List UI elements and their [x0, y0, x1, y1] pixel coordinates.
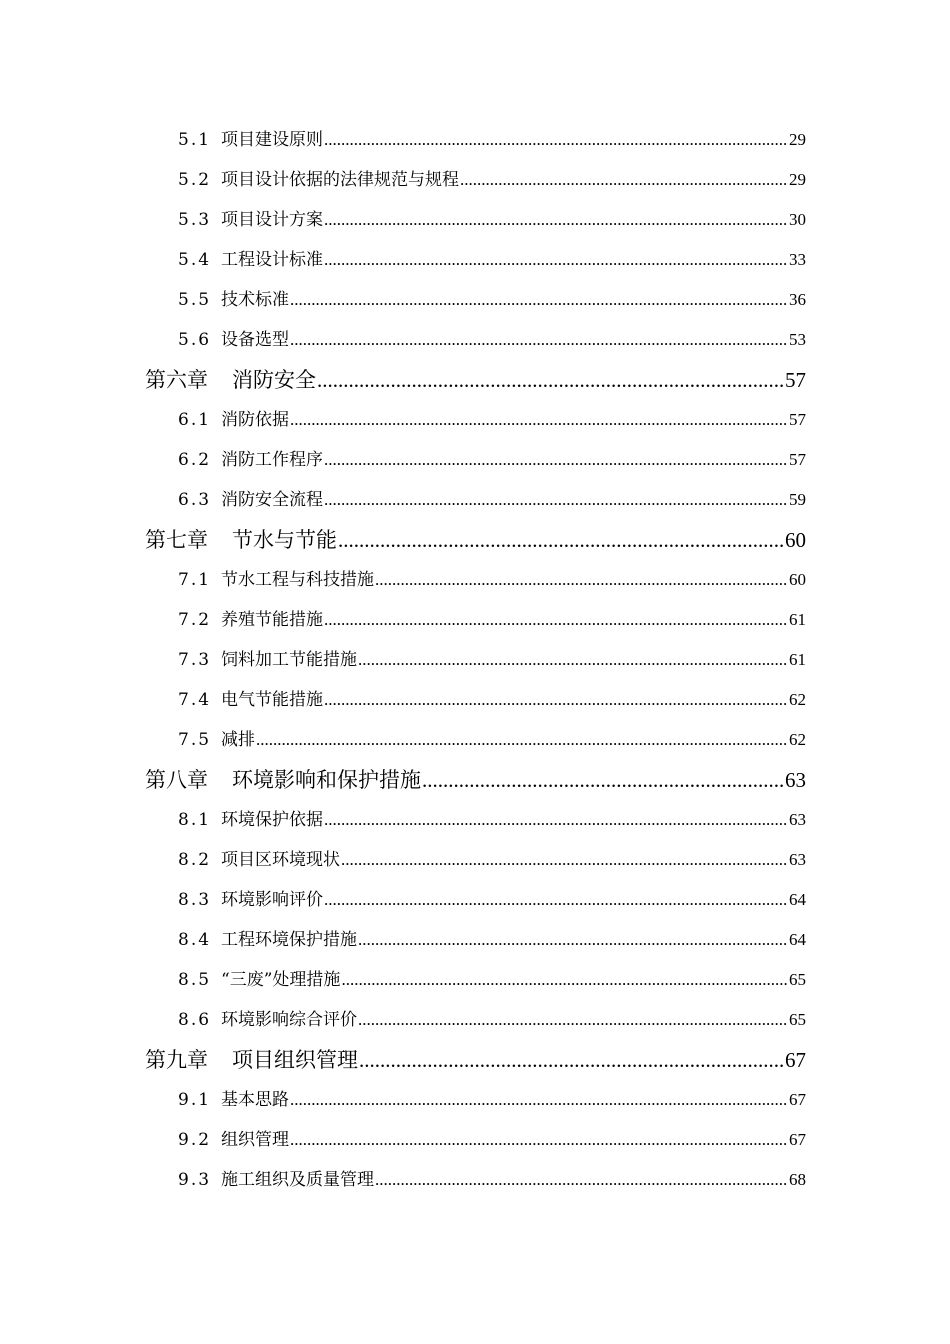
dot-leader — [358, 920, 788, 960]
table-of-contents — [0, 120, 950, 1200]
toc-entry-page: 61 — [789, 650, 806, 669]
toc-entry-number: 5.3 — [178, 210, 212, 230]
dot-leader — [256, 720, 788, 760]
toc-entry-number: 7.3 — [178, 650, 212, 670]
toc-entry-6-2[interactable] — [178, 440, 806, 480]
toc-entry-7-4[interactable] — [178, 680, 806, 720]
toc-entry-title: 节水工程与科技措施 — [221, 570, 375, 590]
toc-entry-number: 9.2 — [178, 1130, 212, 1150]
toc-entry-number: 5.1 — [178, 130, 212, 150]
toc-entry-8-3[interactable] — [178, 880, 806, 920]
toc-entry-number: 7.5 — [178, 730, 212, 750]
toc-entry-number: 7.2 — [178, 610, 212, 630]
toc-chapter-page: 63 — [785, 768, 806, 792]
toc-entry-title: “三废”处理措施 — [221, 970, 341, 990]
dot-leader — [375, 1160, 788, 1200]
toc-entry-title: 基本思路 — [221, 1090, 290, 1110]
toc-entry-number: 5.2 — [178, 170, 212, 190]
toc-entry-number: 8.3 — [178, 890, 212, 910]
toc-entry-9-1[interactable] — [178, 1080, 806, 1120]
toc-entry-title: 技术标准 — [221, 290, 290, 310]
toc-entry-title: 电气节能措施 — [221, 690, 324, 710]
toc-entry-page: 33 — [789, 250, 806, 269]
toc-entry-6-1[interactable] — [178, 400, 806, 440]
toc-entry-page: 63 — [789, 810, 806, 829]
dot-leader — [290, 280, 788, 320]
toc-entry-number: 9.3 — [178, 1170, 212, 1190]
toc-entry-page: 36 — [789, 290, 806, 309]
dot-leader — [290, 320, 788, 360]
toc-entry-page: 68 — [789, 1170, 806, 1189]
dot-leader — [290, 400, 788, 440]
toc-entry-7-2[interactable] — [178, 600, 806, 640]
toc-entry-title: 组织管理 — [221, 1130, 290, 1150]
toc-entry-title: 工程设计标准 — [221, 250, 324, 270]
toc-entry-page: 30 — [789, 210, 806, 229]
toc-entry-8-6[interactable] — [178, 1000, 806, 1040]
toc-chapter-title: 消防安全 — [232, 368, 316, 392]
dot-leader — [324, 680, 788, 720]
dot-leader — [324, 480, 788, 520]
toc-entry-page: 67 — [789, 1130, 806, 1149]
toc-entry-title: 减排 — [221, 730, 256, 750]
toc-entry-5-5[interactable] — [178, 280, 806, 320]
dot-leader — [290, 1080, 788, 1120]
toc-entry-title: 项目设计依据的法律规范与规程 — [221, 170, 460, 190]
dot-leader — [324, 200, 788, 240]
toc-entry-title: 消防工作程序 — [221, 450, 324, 470]
toc-entry-9-3[interactable] — [178, 1160, 806, 1200]
toc-chapter-title: 节水与节能 — [232, 528, 337, 552]
toc-entry-number: 5.6 — [178, 330, 212, 350]
toc-chapter-7[interactable] — [145, 520, 806, 560]
dot-leader — [341, 960, 788, 1000]
toc-entry-5-4[interactable] — [178, 240, 806, 280]
toc-entry-number: 7.4 — [178, 690, 212, 710]
toc-entry-number: 8.4 — [178, 930, 212, 950]
dot-leader — [324, 880, 788, 920]
toc-entry-page: 60 — [789, 570, 806, 589]
toc-entry-page: 65 — [789, 1010, 806, 1029]
toc-entry-6-3[interactable] — [178, 480, 806, 520]
toc-entry-number: 6.1 — [178, 410, 212, 430]
toc-entry-7-3[interactable] — [178, 640, 806, 680]
toc-entry-number: 8.5 — [178, 970, 212, 990]
toc-chapter-title: 项目组织管理 — [232, 1048, 358, 1072]
toc-entry-page: 29 — [789, 170, 806, 189]
dot-leader — [290, 1120, 788, 1160]
toc-entry-title: 环境影响评价 — [221, 890, 324, 910]
toc-entry-page: 59 — [789, 490, 806, 509]
toc-entry-7-5[interactable] — [178, 720, 806, 760]
toc-entry-7-1[interactable] — [178, 560, 806, 600]
toc-entry-title: 养殖节能措施 — [221, 610, 324, 630]
toc-entry-page: 65 — [789, 970, 806, 989]
dot-leader — [341, 840, 788, 880]
toc-entry-title: 项目区环境现状 — [221, 850, 341, 870]
toc-entry-number: 8.2 — [178, 850, 212, 870]
dot-leader — [324, 240, 788, 280]
toc-chapter-title: 环境影响和保护措施 — [232, 768, 421, 792]
dot-leader — [359, 1040, 784, 1080]
toc-entry-title: 消防依据 — [221, 410, 290, 430]
toc-entry-5-1[interactable] — [178, 120, 806, 160]
toc-entry-5-6[interactable] — [178, 320, 806, 360]
toc-chapter-number: 第九章 — [145, 1048, 208, 1072]
toc-entry-8-2[interactable] — [178, 840, 806, 880]
toc-entry-8-5[interactable] — [178, 960, 806, 1000]
toc-entry-page: 67 — [789, 1090, 806, 1109]
toc-entry-page: 57 — [789, 450, 806, 469]
toc-entry-9-2[interactable] — [178, 1120, 806, 1160]
toc-entry-8-1[interactable] — [178, 800, 806, 840]
dot-leader — [324, 120, 788, 160]
toc-entry-number: 9.1 — [178, 1090, 212, 1110]
toc-entry-title: 项目设计方案 — [221, 210, 324, 230]
dot-leader — [324, 440, 788, 480]
toc-entry-page: 57 — [789, 410, 806, 429]
toc-entry-number: 6.3 — [178, 490, 212, 510]
toc-chapter-page: 67 — [785, 1048, 806, 1072]
toc-entry-title: 消防安全流程 — [221, 490, 324, 510]
dot-leader — [460, 160, 788, 200]
toc-entry-page: 29 — [789, 130, 806, 149]
toc-entry-number: 8.1 — [178, 810, 212, 830]
toc-entry-number: 5.5 — [178, 290, 212, 310]
toc-chapter-page: 60 — [785, 528, 806, 552]
toc-chapter-page: 57 — [785, 368, 806, 392]
toc-entry-title: 工程环境保护措施 — [221, 930, 358, 950]
toc-chapter-number: 第八章 — [145, 768, 208, 792]
toc-entry-page: 62 — [789, 690, 806, 709]
toc-entry-page: 64 — [789, 890, 806, 909]
toc-chapter-number: 第六章 — [145, 368, 208, 392]
toc-entry-page: 62 — [789, 730, 806, 749]
toc-entry-title: 饲料加工节能措施 — [221, 650, 358, 670]
dot-leader — [422, 760, 784, 800]
toc-entry-number: 5.4 — [178, 250, 212, 270]
toc-entry-number: 7.1 — [178, 570, 212, 590]
toc-chapter-8[interactable] — [145, 760, 806, 800]
toc-chapter-9[interactable] — [145, 1040, 806, 1080]
dot-leader — [317, 360, 784, 400]
dot-leader — [324, 600, 788, 640]
toc-entry-title: 环境保护依据 — [221, 810, 324, 830]
toc-entry-page: 61 — [789, 610, 806, 629]
toc-entry-title: 环境影响综合评价 — [221, 1010, 358, 1030]
toc-entry-5-2[interactable] — [178, 160, 806, 200]
toc-entry-number: 6.2 — [178, 450, 212, 470]
dot-leader — [338, 520, 784, 560]
dot-leader — [324, 800, 788, 840]
toc-chapter-6[interactable] — [145, 360, 806, 400]
toc-entry-number: 8.6 — [178, 1010, 212, 1030]
toc-entry-title: 施工组织及质量管理 — [221, 1170, 375, 1190]
dot-leader — [358, 1000, 788, 1040]
toc-chapter-number: 第七章 — [145, 528, 208, 552]
toc-entry-5-3[interactable] — [178, 200, 806, 240]
toc-entry-8-4[interactable] — [178, 920, 806, 960]
dot-leader — [375, 560, 788, 600]
toc-entry-page: 63 — [789, 850, 806, 869]
toc-entry-title: 项目建设原则 — [221, 130, 324, 150]
toc-entry-page: 53 — [789, 330, 806, 349]
dot-leader — [358, 640, 788, 680]
toc-entry-title: 设备选型 — [221, 330, 290, 350]
toc-entry-page: 64 — [789, 930, 806, 949]
